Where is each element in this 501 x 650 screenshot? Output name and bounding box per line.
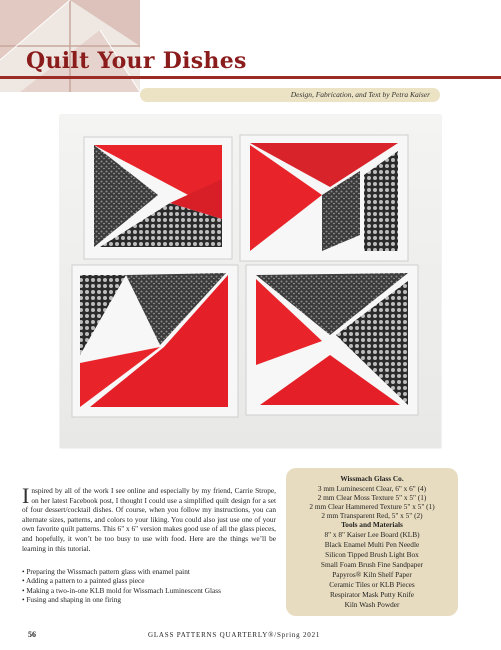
page-number: 56 — [28, 630, 36, 639]
materials-item: 2 mm Clear Hammered Texture 5" x 5" (1) — [309, 502, 435, 511]
intro-paragraph — [22, 483, 276, 553]
intro-text: nspired by all of the work I see online and especially by my friend, Carrie Strope, on her latest Facebook post, I thought I could use a simplified quilt design for a set of four dessert/cocktail dishes. Of course, when you follow my instructions, you can alternate sizes, patterns, and colors to your liking. You could also just use one of your own favorite quilt patterns. This 6" x 6" version makes good use of all the glass pieces, and hopefully, it won’t be too busy to use with food. Here are the things we’ll be learning in this tutorial. — [22, 486, 276, 553]
tools-item: Silicon Tipped Brush Light Box — [325, 550, 419, 559]
learning-list — [22, 567, 276, 605]
list-item: • Preparing the Wissmach pattern glass with enamel paint — [22, 567, 190, 576]
tools-item: Papyros® Kiln Shelf Paper — [332, 570, 412, 579]
byline: Design, Fabrication, and Text by Petra Kaiser — [290, 90, 430, 99]
list-item: • Adding a pattern to a painted glass piece — [22, 576, 145, 586]
list-item: • Fusing and shaping in one firing — [22, 595, 122, 605]
dish-top-right — [240, 135, 408, 261]
dish-bottom-right — [246, 265, 418, 415]
dishes-photo — [60, 115, 441, 448]
drop-cap: I — [22, 483, 30, 508]
tools-heading: Tools and Materials — [341, 520, 403, 529]
tools-item: Black Enamel Multi Pen Needle — [324, 540, 420, 549]
tools-item: Kiln Wash Powder — [344, 600, 400, 609]
materials-item: 2 mm Clear Moss Texture 5" x 5" (1) — [317, 493, 427, 502]
materials-heading: Wissmach Glass Co. — [340, 474, 404, 483]
tools-item: 8" x 8" Kaiser Lee Board (KLB) — [324, 530, 420, 539]
tools-item: Small Foam Brush Fine Sandpaper — [320, 560, 424, 569]
article-title: Quilt Your Dishes — [26, 48, 247, 74]
materials-item: 3 mm Luminescent Clear, 6" x 6" (4) — [317, 484, 427, 493]
magazine-footer: GLASS PATTERNS QUARTERLY®/Spring 2021 — [148, 631, 321, 639]
tools-item: Respirator Mask Putty Knife — [329, 590, 415, 599]
title-divider — [0, 76, 501, 79]
dish-bottom-left — [72, 265, 238, 417]
list-item: • Making a two-in-one KLB mold for Wissmach Luminescent Glass — [22, 585, 221, 595]
materials-item: 2 mm Transparent Red, 5" x 5" (2) — [321, 511, 423, 520]
materials-sidebar — [286, 468, 458, 616]
dish-top-left — [84, 137, 232, 259]
tools-item: Ceramic Tiles or KLB Pieces — [329, 580, 415, 589]
